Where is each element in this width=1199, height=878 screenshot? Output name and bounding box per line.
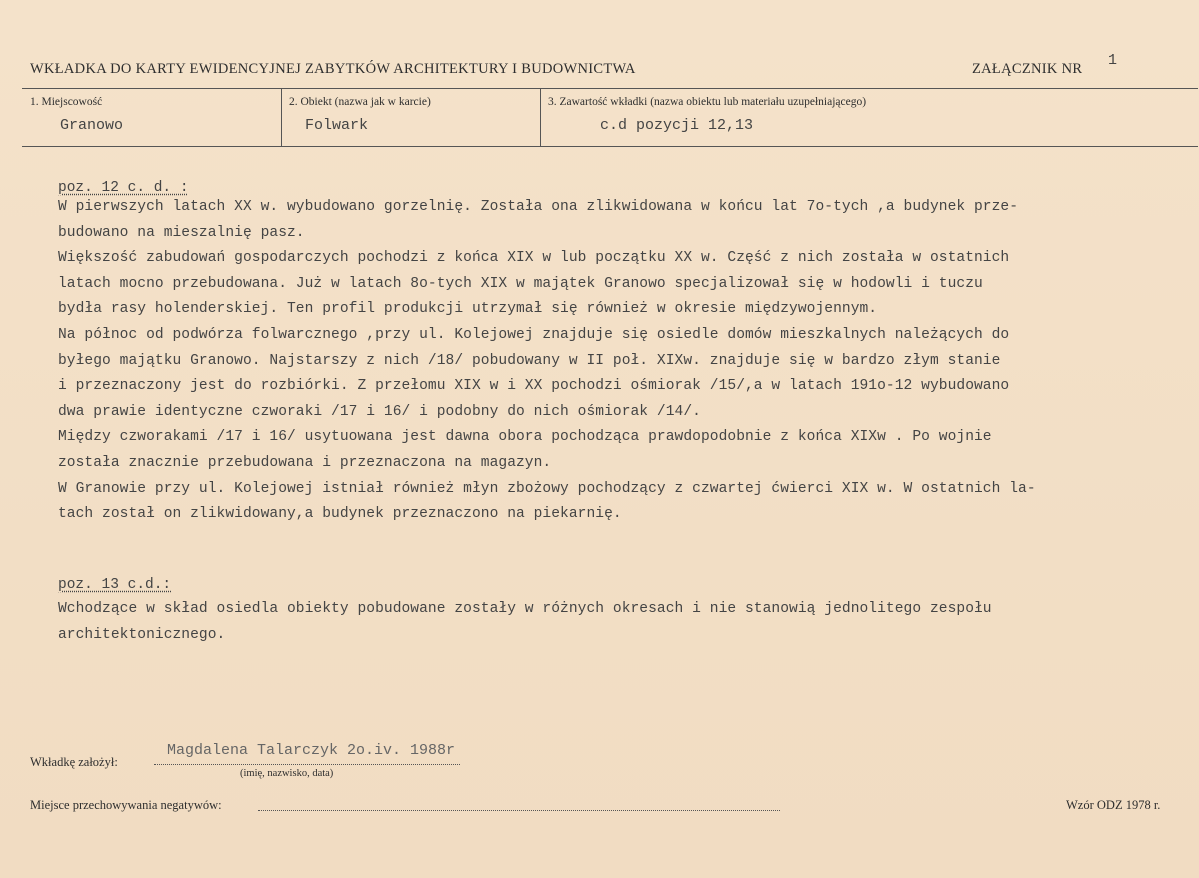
section12-line: dwa prawie identyczne czworaki /17 i 16/ i podobny do nich ośmiorak /14/. bbox=[58, 403, 701, 420]
section12-line: latach mocno przebudowana. Już w latach 8o-tych XIX w majątek Granowo specjalizował się w hodowli i tuczu bbox=[58, 275, 983, 292]
author-hint: (imię, nazwisko, data) bbox=[240, 768, 334, 779]
annex-label: ZAŁĄCZNIK NR bbox=[972, 61, 1083, 77]
header-rule-top bbox=[22, 88, 1198, 89]
section12-line: została znacznie przebudowana i przeznaczona na magazyn. bbox=[58, 455, 552, 471]
section12-line: tach został on zlikwidowany,a budynek przeznaczono na piekarnię. bbox=[58, 506, 622, 523]
field-divider-2 bbox=[540, 88, 541, 146]
section13-line: architektonicznego. bbox=[58, 626, 226, 643]
form-code: Wzór ODZ 1978 r. bbox=[1066, 798, 1161, 812]
field-value-locality: Granowo bbox=[60, 117, 124, 134]
section12-line: bydła rasy holenderskiej. Ten profil produkcji utrzymał się również w okresie międzywojennym. bbox=[58, 301, 878, 318]
section12-line: byłego majątku Granowo. Najstarszy z nich /18/ pobudowany w II poł. XIXw. znajduje się w bardzo złym stanie bbox=[58, 352, 1001, 369]
author-value: Magdalena Talarczyk 2o.iv. 1988r bbox=[167, 742, 456, 759]
section12-line: Większość zabudowań gospodarczych pochodzi z końca XIX w lub początku XX w. Część z nich została w ostatnich bbox=[58, 250, 1010, 267]
section12-line: i przeznaczony jest do rozbiórki. Z przełomu XIX w i XX pochodzi ośmiorak /15/,a w latach 191o-12 wybudowano bbox=[58, 378, 1010, 395]
section12-line: W pierwszych latach XX w. wybudowano gorzelnię. Została ona zlikwidowana w końcu lat 7o-tych ,a budynek prze- bbox=[58, 199, 1019, 215]
author-label: Wkładkę założył: bbox=[30, 755, 118, 769]
annex-number: 1 bbox=[1108, 52, 1118, 69]
field-label-object: 2. Obiekt (nazwa jak w karcie) bbox=[289, 96, 431, 108]
author-dotted-line bbox=[154, 764, 460, 765]
section12-line: Między czworakami /17 i 16/ usytuowana jest dawna obora pochodząca prawdopodobnie z końca XIXw . Po wojnie bbox=[58, 429, 992, 446]
field-label-locality: 1. Miejscowość bbox=[30, 96, 103, 108]
section-12-heading: poz. 12 c. d. : bbox=[58, 180, 189, 196]
field-label-content: 3. Zawartość wkładki (nazwa obiektu lub materiału uzupełniającego) bbox=[548, 96, 867, 108]
section12-line: Na północ od podwórza folwarcznego ,przy ul. Kolejowej znajduje się osiedle domów mieszkalnych należących do bbox=[58, 327, 1010, 343]
section-13-heading: poz. 13 c.d.: bbox=[58, 577, 172, 593]
form-title: WKŁADKA DO KARTY EWIDENCYJNEJ ZABYTKÓW ARCHITEKTURY I BUDOWNICTWA bbox=[30, 61, 636, 77]
section13-line: Wchodzące w skład osiedla obiekty pobudowane zostały w różnych okresach i nie stanowią jednolitego zespołu bbox=[58, 601, 992, 617]
section12-line: budowano na mieszalnię pasz. bbox=[58, 224, 305, 241]
section12-line: W Granowie przy ul. Kolejowej istniał również młyn zbożowy pochodzący z czwartej ćwierci XIX w. W ostatnich la- bbox=[58, 480, 1036, 497]
field-value-content: c.d pozycji 12,13 bbox=[600, 117, 754, 134]
field-value-object: Folwark bbox=[305, 117, 369, 134]
header-rule-bottom bbox=[22, 146, 1198, 147]
negatives-label: Miejsce przechowywania negatywów: bbox=[30, 798, 222, 812]
field-divider-1 bbox=[281, 88, 282, 146]
negatives-dotted-line bbox=[258, 810, 780, 811]
